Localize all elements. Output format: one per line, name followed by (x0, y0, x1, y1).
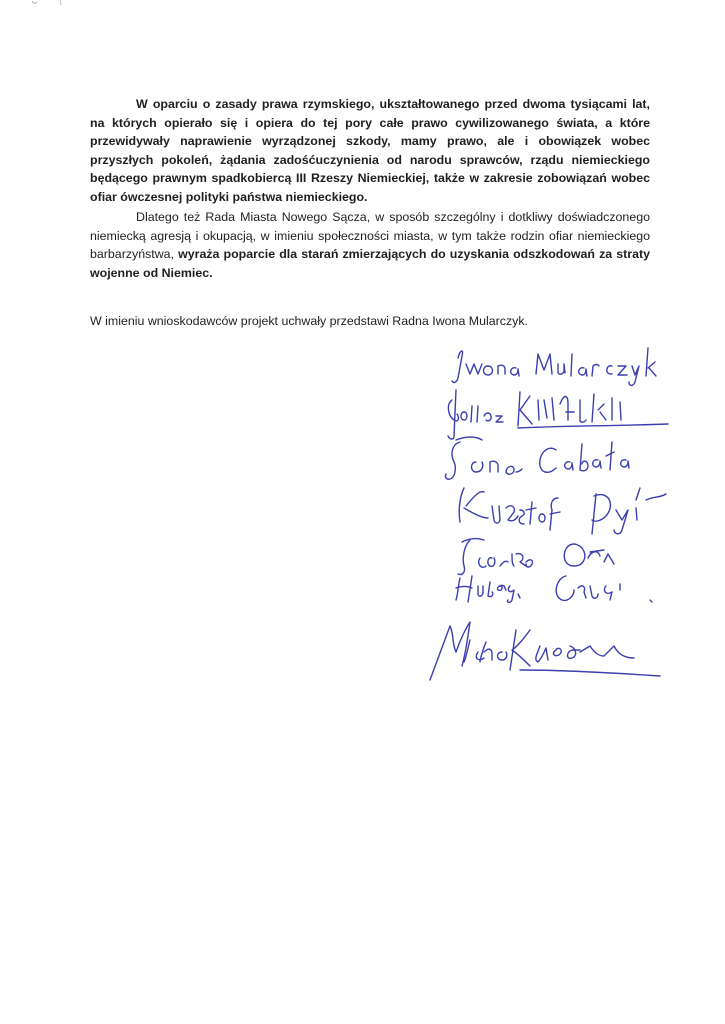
signature-7 (430, 622, 660, 680)
signature-6 (456, 576, 652, 602)
signature-4 (459, 488, 666, 534)
paragraph-3 (90, 312, 650, 331)
signature-1 (452, 348, 656, 385)
signatures (420, 330, 710, 700)
paragraph-1-text: W oparciu o zasady prawa rzymskiego, ukształtowanego przed dwoma tysiącami lat, na których opierało się i opiera do tej pory całe prawo cywilizowanego świata, a które przewidywały naprawienie wyrządzonej szkody, mamy prawo, ale i obowiązek wobec przyszłych pokoleń, żądania zadośćuczynienia od narodu sprawców, rządu niemieckiego będącego prawnym spadkobiercą III Rzeszy Niemieckiej, także w zakresie zobowiązań wobec ofiar ówczesnej polityki państwa niemieckiego. (90, 97, 650, 204)
signature-3 (445, 437, 629, 479)
paragraph-1 (90, 95, 650, 207)
signature-5 (458, 539, 614, 575)
paragraph-2 (90, 208, 650, 282)
paragraph-3-text: W imieniu wnioskodawców projekt uchwały przedstawi Radna Iwona Mularczyk. (90, 314, 528, 328)
signature-2 (448, 390, 668, 439)
paragraph-2-text: Dlatego też Rada Miasta Nowego Sącza, w sposób szczególny i dotkliwy doświadczonego niemiecką agresją i okupacją, w imieniu społeczności miasta, w tym także rodzin ofiar niemieckiego barbarzyństwa, (90, 210, 650, 262)
paragraph-2-bold-text: wyraża poparcie dla starań zmierzających do uzyskania odszkodowań za straty wojenne od Niemiec. (90, 247, 650, 280)
scan-mark (30, 0, 70, 8)
